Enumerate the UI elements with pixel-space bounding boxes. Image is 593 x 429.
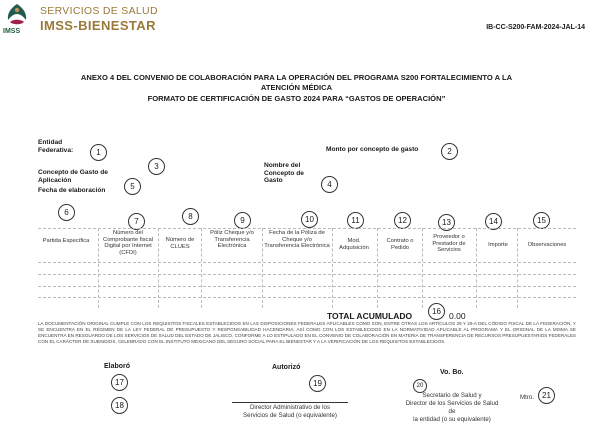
col-header-proveedor: Proveedor o Prestador de Servicios [432,234,466,254]
table-col-rule-6 [377,228,378,308]
title-line-3: FORMATO DE CERTIFICACIÓN DE GASTO 2024 PARA “GASTOS DE OPERACIÓN” [147,94,446,103]
table-row-rule-1 [38,274,576,275]
table-row-rule-2 [38,286,576,287]
marker-17: 17 [111,374,128,391]
marker-15: 15 [533,212,550,229]
marker-7: 7 [128,213,145,230]
marker-11: 11 [347,212,364,229]
table-col-rule-7 [422,228,423,308]
marker-10: 10 [301,211,318,228]
marker-21: 21 [538,387,555,404]
signature-vobo-title-4: la entidad (o su equivalente) [413,416,491,423]
marker-20: 20 [413,379,427,393]
field-concepto-label: Concepto de Gasto de Aplicación [38,169,108,184]
col-header-clues: Número de CLUES [165,237,195,250]
marker-9: 9 [234,212,251,229]
col-header-contrato: Contrato o Pedido [386,238,414,251]
marker-8: 8 [182,208,199,225]
marker-5: 5 [124,178,141,195]
table-col-rule-1 [98,228,99,308]
document-reference: IB-CC-S200-FAM-2024-JAL-14 [486,24,585,31]
field-entidad-label: Entidad Federativa: [38,139,74,154]
logo-line-1: SERVICIOS DE SALUD [40,5,158,17]
signature-autorizo-title-1: Director Administrativo de los [249,404,331,411]
marker-1: 1 [90,144,107,161]
logo-line-2: IMSS-BIENESTAR [40,18,156,33]
signature-vobo-title-2: Director de los Servicios de Salud [405,400,499,407]
col-header-poliza: Póliz Cheque y/o Transferencia Electrónica [210,230,254,250]
signature-vobo-title-1: Secretario de Salud y [422,392,482,399]
table-col-rule-9 [517,228,518,308]
table-top-rule [38,228,576,229]
table-row-rule-3 [38,297,576,298]
col-header-mod-adquisicion: Mod. Adquisición [339,238,369,251]
col-header-observaciones: Observaciones [527,242,567,248]
col-header-partida: Partida Específica [42,238,90,244]
signature-mtro-label: Mtro. [519,394,535,401]
table-col-rule-5 [332,228,333,308]
marker-3: 3 [148,158,165,175]
col-header-fecha-poliza: Fecha de la Póliza de Cheque y/o Transferencia Electrónica [264,230,330,250]
table-col-rule-4 [262,228,263,308]
table-col-rule-2 [158,228,159,308]
total-value: 0.00 [449,311,466,321]
legal-paragraph: LA DOCUMENTACIÓN ORIGINAL CUMPLE CON LOS REQUISITOS FISCALES ESTABLECIDOS EN LAS DISPOSICIONES FEDERALES APLICABLES COMO SON, ENTRE OTRAS LOS ARTÍCULOS 29 Y 29-A DEL CÓDIGO FISCAL DE LA FEDERACIÓN, Y SE ENCUENTRA EN EL RÉGIMEN DE LA LEY FEDERAL DE PRESUPUESTO Y RESPONSABILIDAD HACENDARIA, ASÍ COMO CON LOS ESTABLECIDOS EN LA NORMATIVIDAD APLICABLE AL PROGRAMA Y EL ORIGINAL DE LA MISMA SE ENCUENTRA EN RESGUARDO DE LOS SERVICIOS DE SALUD DEL ESTADO DE JALISCO, CONFORME A LO ESTIPULADO EN EL CONVENIO DE COLABORACIÓN EN MATERIA DE TRANSFERENCIA DE RECURSOS PRESUPUESTARIOS FEDERALES CON EL CARÁCTER DE SUBSIDIOS, CELEBRADO CON EL INSTITUTO MEXICANO DEL SEGURO SOCIAL PARA EL BIENESTAR Y A LA VERIFICACIÓN DE LOS REQUISITOS ESTABLECIDOS. [38,321,576,344]
marker-16: 16 [428,303,445,320]
title-line-1: ANEXO 4 DEL CONVENIO DE COLABORACIÓN PARA LA OPERACIÓN DEL PROGRAMA S200 FORTALECIMIENTO A LA [80,73,513,82]
marker-4: 4 [321,176,338,193]
total-label: TOTAL ACUMULADO [327,311,413,321]
title-line-2: ATENCIÓN MÉDICA [260,83,333,92]
marker-13: 13 [438,214,455,231]
signature-elaboro-label: Elaboró [104,363,131,370]
signature-vobo-label: Vo. Bo. [440,369,464,376]
field-fecha-label: Fecha de elaboración [38,187,106,194]
signature-vobo-title-3: de [448,408,456,415]
field-nombre-label: Nombre del Concepto de Gasto [264,162,304,185]
table-header-rule [38,262,576,263]
marker-2: 2 [441,143,458,160]
marker-6: 6 [58,204,75,221]
marker-12: 12 [394,212,411,229]
col-header-importe: Importe [488,242,508,248]
table-col-rule-8 [476,228,477,308]
marker-14: 14 [485,213,502,230]
field-monto-label: Monto por concepto de gasto [326,146,419,153]
signature-autorizo-title-2: Servicios de Salud (o equivalente) [243,412,337,419]
col-header-cfdi: Número del Comprobante fiscal Digital por Internet (CFDI) [103,230,153,256]
signature-autorizo-line [232,402,348,403]
table-col-rule-3 [201,228,202,308]
imss-label: IMSS [3,28,21,35]
marker-19: 19 [309,375,326,392]
marker-18: 18 [111,397,128,414]
signature-autorizo-label: Autorizó [272,364,301,371]
